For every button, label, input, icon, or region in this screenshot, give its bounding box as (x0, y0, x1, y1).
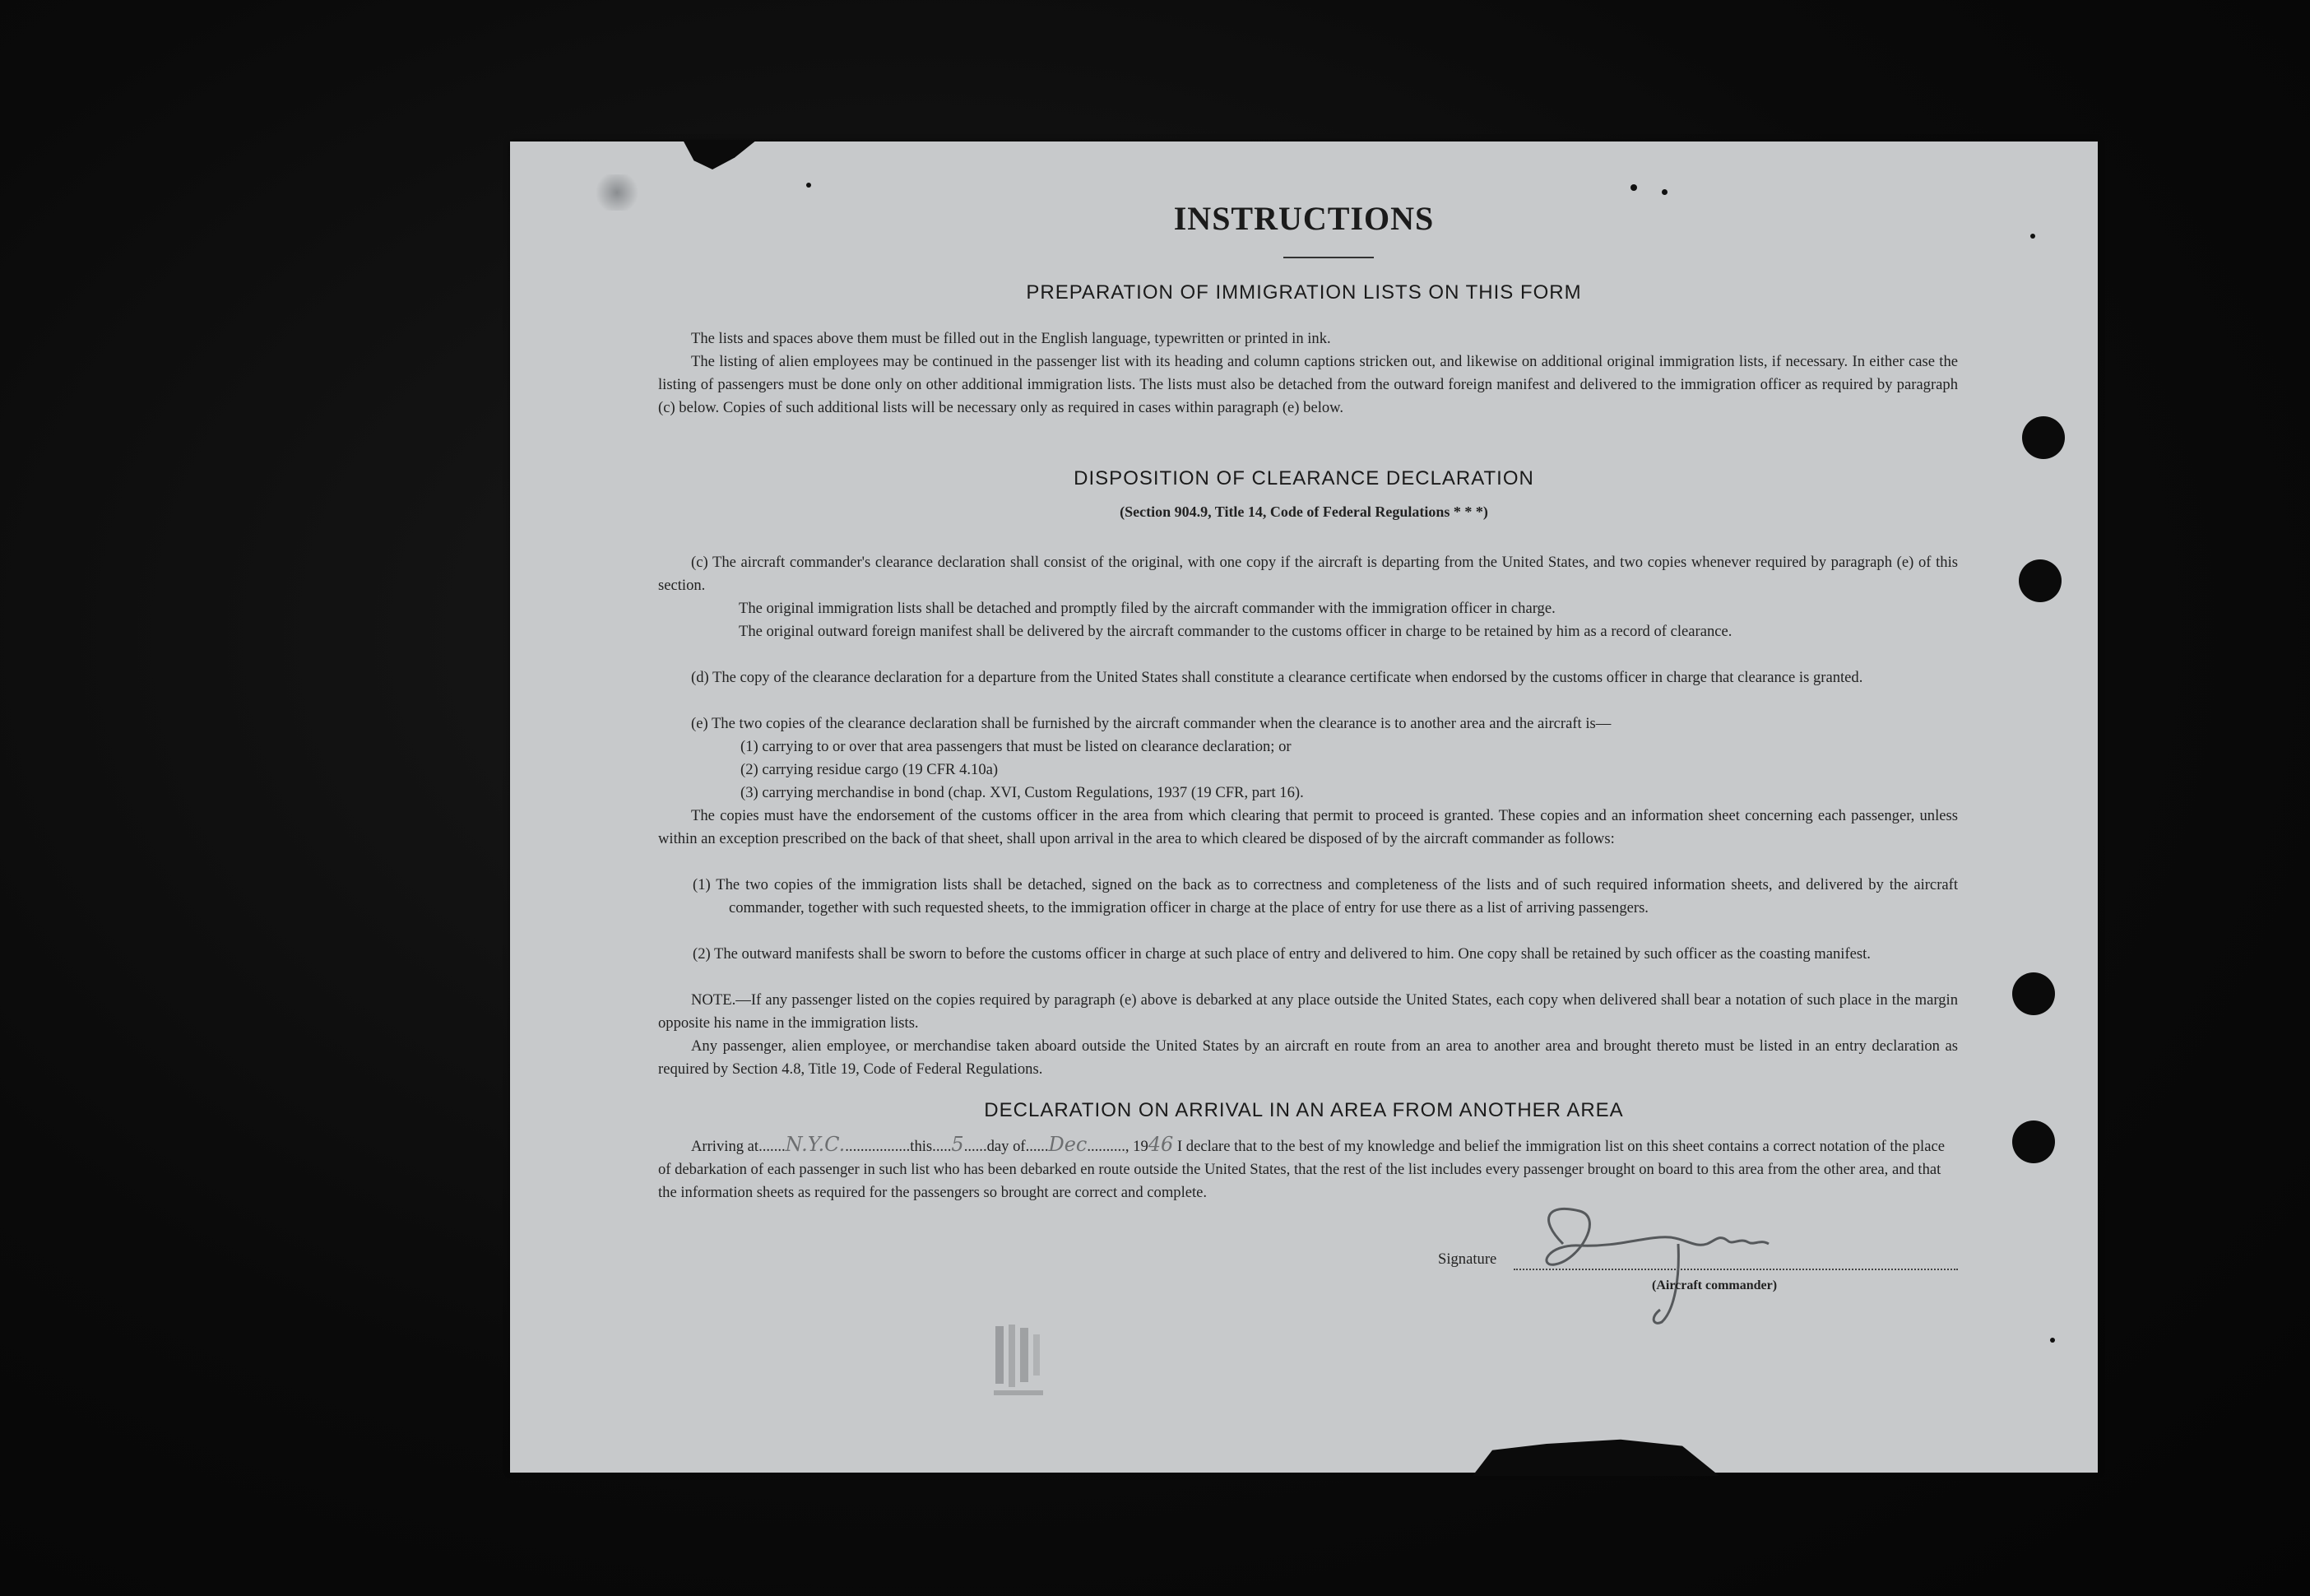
day-value: 5 (951, 1133, 964, 1156)
punch-hole (2019, 559, 2062, 602)
speck (1630, 184, 1637, 191)
arrival-declaration: Arriving at.......N.Y.C..................this.....5......day of......Dec.........., 1946 I declare that to the best of my knowledge and belief the immigration list on this sheet contains a correct notation of the place of debarkation of each passenger in such list who has been debarked en route outside the United States, that the rest of the list includes every passenger brought on board to this area from the other area, and that the information sheets as required for the passengers so brought are correct and complete. (658, 1133, 1945, 1201)
declaration-text: I declare that to the best of my knowledge and belief the immigration list on this sheet contains a correct notation of the place of debarkation of each passenger in such list who has been debarked en route outside the United States, that the rest of the list includes every passenger brought on board to this area from the other area, and that the information sheets as required for the passengers so brought are correct and complete. (658, 1138, 1945, 1201)
speck (1662, 189, 1668, 195)
section-subheading-regulations: (Section 904.9, Title 14, Code of Federal Regulations * * *) (1120, 503, 1488, 520)
paragraph-note: NOTE.—If any passenger listed on the copies required by paragraph (e) above is debarked at any place outside the United States, each copy when delivered shall bear a notation of such place in the margin opposite his name in the immigration lists. (658, 991, 1958, 1032)
section-heading-declaration: DECLARATION ON ARRIVAL IN AN AREA FROM ANOTHER AREA (984, 1099, 1624, 1121)
paragraph-alien-employees: The listing of alien employees may be continued in the passenger list with its heading and column captions stricken out, and likewise on additional original immigration lists, if necessary. In either case the listing of passengers must be done only on other additional immigration lists. The lists must also be detached from the outward foreign manifest and delivered to the immigration officer as required by paragraph (c) below. Copies of such additional lists will be necessary only as required in cases within paragraph (e) below. (658, 353, 1958, 416)
year-value: 46 (1148, 1133, 1174, 1156)
paragraph-c: (c) The aircraft commander's clearance declaration shall consist of the original, with one copy if the aircraft is departing from the United States, and two copies whenever required by paragraph (e) of this section. (658, 554, 1958, 594)
handwritten-signature (1530, 1186, 1793, 1334)
page-tear-top (683, 140, 757, 169)
paragraph-c-immigration-lists: The original immigration lists shall be detached and promptly filed by the aircraft commander with the immigration officer in charge. (739, 600, 1556, 617)
paragraph-e1: (1) carrying to or over that area passengers that must be listed on clearance declaration; or (740, 738, 1292, 755)
document-page (510, 142, 2098, 1473)
paragraph-e: (e) The two copies of the clearance declaration shall be furnished by the aircraft commander when the clearance is to another area and the aircraft is— (691, 715, 1612, 732)
punch-hole (2022, 416, 2065, 459)
day-of-label: day of (986, 1138, 1026, 1155)
page-title: INSTRUCTIONS (1173, 200, 1435, 237)
paragraph-d: (d) The copy of the clearance declaration for a departure from the United States shall constitute a clearance certificate when endorsed by the customs officer in charge that clearance is granted. (691, 669, 1863, 686)
faint-stamp (987, 1318, 1061, 1417)
paragraph-f1: (1) The two copies of the immigration lists shall be detached, signed on the back as to correctness and completeness of the lists and of such required information sheets, and delivered by the aircraft commander, together with such requested sheets, to the immigration officer in charge at the place of entry for use there as a list of arriving passengers. (693, 876, 1958, 916)
month-value: Dec (1048, 1133, 1088, 1156)
punch-hole (2012, 1120, 2055, 1163)
this-label: this (910, 1138, 933, 1155)
speck (806, 183, 811, 188)
signature-label: Signature (1438, 1250, 1497, 1268)
speck (2050, 1338, 2055, 1343)
section-heading-preparation: PREPARATION OF IMMIGRATION LISTS ON THIS FORM (1026, 281, 1582, 304)
paragraph-any-passenger: Any passenger, alien employee, or merchandise taken aboard outside the United States by an aircraft en route from an area to another area and brought thereto must be listed in an entry declaration as required by Section 4.8, Title 19, Code of Federal Regulations. (658, 1037, 1958, 1078)
paragraph-e2: (2) carrying residue cargo (19 CFR 4.10a) (740, 761, 999, 778)
page-tear-bottom (1473, 1433, 1719, 1476)
paragraph-e3: (3) carrying merchandise in bond (chap. XVI, Custom Regulations, 1937 (19 CFR, part 16). (740, 784, 1304, 801)
paragraph-copies: The copies must have the endorsement of the customs officer in the area from which clearing that permit to proceed is granted. These copies and an information sheet concerning each passenger, unless within an exception prescribed on the back of that sheet, shall upon arrival in the area to which cleared be disposed of by the aircraft commander as follows: (658, 807, 1958, 847)
arriving-place-value: N.Y.C. (785, 1133, 846, 1156)
title-rule (1283, 257, 1374, 258)
signature-caption: (Aircraft commander) (1652, 1278, 1778, 1292)
paragraph-c-outward-manifest: The original outward foreign manifest shall be delivered by the aircraft commander to the customs officer in charge to be retained by him as a record of clearance. (739, 623, 1732, 640)
arriving-label: Arriving at (691, 1138, 759, 1155)
paragraph-english-language: The lists and spaces above them must be filled out in the English language, typewritten or printed in ink. (691, 330, 1331, 347)
paragraph-f2: (2) The outward manifests shall be sworn to before the customs officer in charge at such place of entry and delivered to him. One copy shall be retained by such officer as the coasting manifest. (693, 945, 1871, 963)
section-heading-disposition: DISPOSITION OF CLEARANCE DECLARATION (1074, 467, 1534, 489)
year-prefix: 19 (1133, 1138, 1148, 1155)
punch-hole (2012, 972, 2055, 1015)
